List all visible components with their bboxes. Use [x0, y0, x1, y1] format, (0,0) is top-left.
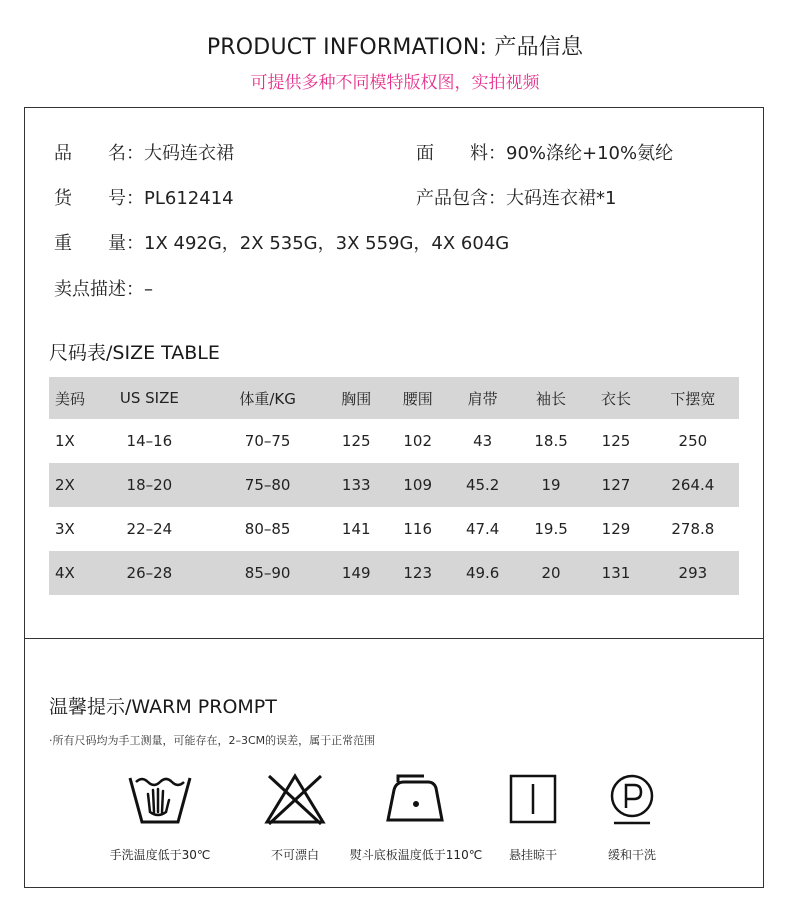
info-name — [54, 139, 234, 165]
table-cell: 4X — [49, 551, 89, 595]
table-cell: 264.4 — [647, 463, 739, 507]
warm-prompt-title: 温馨提示/WARM PROMPT — [49, 696, 277, 718]
dry-clean-icon — [600, 772, 664, 826]
table-cell: 22–24 — [126, 520, 173, 538]
table-cell: 123 — [387, 551, 448, 595]
info-name-value: 大码连衣裙 — [144, 143, 234, 164]
care-dry-clean — [562, 772, 702, 863]
info-fabric-label: 面 料： — [416, 143, 506, 164]
info-sku-label: 货 号： — [54, 188, 144, 209]
no-bleach-icon — [263, 772, 327, 826]
table-cell: 20 — [517, 551, 585, 595]
table-cell: 278.8 — [671, 520, 715, 538]
table-cell: 18.5 — [534, 432, 568, 450]
table-cell: 26–28 — [89, 551, 210, 595]
care-label: 缓和干洗 — [607, 848, 656, 862]
info-weight — [54, 229, 509, 255]
table-cell: 19.5 — [534, 520, 568, 538]
header-cell: 美码 — [49, 377, 89, 419]
info-name-label: 品 名： — [54, 143, 144, 164]
table-cell: 43 — [473, 432, 493, 450]
info-fabric-value: 90%涤纶+10%氨纶 — [506, 143, 674, 164]
info-selling-label: 卖点描述： — [54, 279, 144, 300]
info-selling-points — [54, 275, 153, 301]
table-cell: 149 — [326, 551, 387, 595]
care-label: 手洗温度低于30℃ — [109, 848, 211, 862]
care-label: 不可漂白 — [270, 848, 319, 862]
header-cell: 肩带 — [448, 377, 516, 419]
hand-wash-icon — [128, 772, 192, 826]
size-table-title: 尺码表/SIZE TABLE — [49, 342, 220, 364]
table-cell: 19 — [517, 463, 585, 507]
table-cell: 109 — [387, 463, 448, 507]
header-cell: 体重/KG — [210, 377, 326, 419]
table-cell: 1X — [55, 432, 75, 450]
info-fabric — [416, 139, 673, 165]
table-cell: 293 — [647, 551, 739, 595]
table-cell: 18–20 — [89, 463, 210, 507]
table-row — [49, 419, 739, 463]
header-cell: 腰围 — [387, 377, 448, 419]
table-cell: 129 — [601, 520, 631, 538]
care-label: 熨斗底板温度低于110℃ — [349, 848, 483, 862]
header-cell: 下摆宽 — [647, 377, 739, 419]
page-title: PRODUCT INFORMATION: 产品信息 — [206, 35, 584, 60]
care-hand-wash — [90, 772, 230, 863]
table-cell: 2X — [49, 463, 89, 507]
header-cell: 袖长 — [517, 377, 585, 419]
info-weight-value: 1X 492G，2X 535G，3X 559G，4X 604G — [144, 233, 510, 254]
header-cell: 衣长 — [585, 377, 646, 419]
table-cell: 85–90 — [210, 551, 326, 595]
table-cell: 80–85 — [244, 520, 291, 538]
table-cell: 49.6 — [448, 551, 516, 595]
table-row — [49, 551, 739, 595]
measurement-note: ·所有尺码均为手工测量，可能存在，2–3CM的误差，属于正常范围 — [49, 734, 376, 747]
table-cell: 102 — [403, 432, 433, 450]
table-cell: 125 — [601, 432, 631, 450]
care-no-bleach — [225, 772, 365, 863]
table-cell: 75–80 — [210, 463, 326, 507]
info-package-label: 产品包含： — [416, 188, 506, 209]
info-weight-label: 重 量： — [54, 233, 144, 254]
info-sku — [54, 184, 234, 210]
table-row — [49, 463, 739, 507]
header-cell: US SIZE — [89, 377, 210, 419]
hang-dry-icon — [501, 772, 565, 826]
info-package-value: 大码连衣裙*1 — [506, 188, 617, 209]
table-cell: 131 — [585, 551, 646, 595]
page-subtitle: 可提供多种不同模特版权图，实拍视频 — [250, 73, 540, 93]
table-cell: 133 — [326, 463, 387, 507]
table-cell: 70–75 — [244, 432, 291, 450]
table-cell: 14–16 — [126, 432, 173, 450]
table-cell: 250 — [678, 432, 708, 450]
table-cell: 127 — [585, 463, 646, 507]
table-cell: 141 — [341, 520, 371, 538]
table-row — [49, 507, 739, 551]
table-cell: 125 — [341, 432, 371, 450]
table-cell: 116 — [403, 520, 433, 538]
table-cell: 47.4 — [465, 520, 500, 538]
info-sku-value: PL612414 — [144, 188, 234, 209]
info-package — [416, 184, 616, 210]
table-cell: 45.2 — [448, 463, 516, 507]
table-cell: 3X — [55, 520, 75, 538]
header-cell: 胸围 — [326, 377, 387, 419]
info-selling-value: – — [144, 279, 153, 300]
care-label: 悬挂晾干 — [508, 848, 557, 862]
size-table-header — [49, 377, 739, 419]
size-table — [49, 377, 739, 595]
iron-icon — [384, 772, 448, 826]
